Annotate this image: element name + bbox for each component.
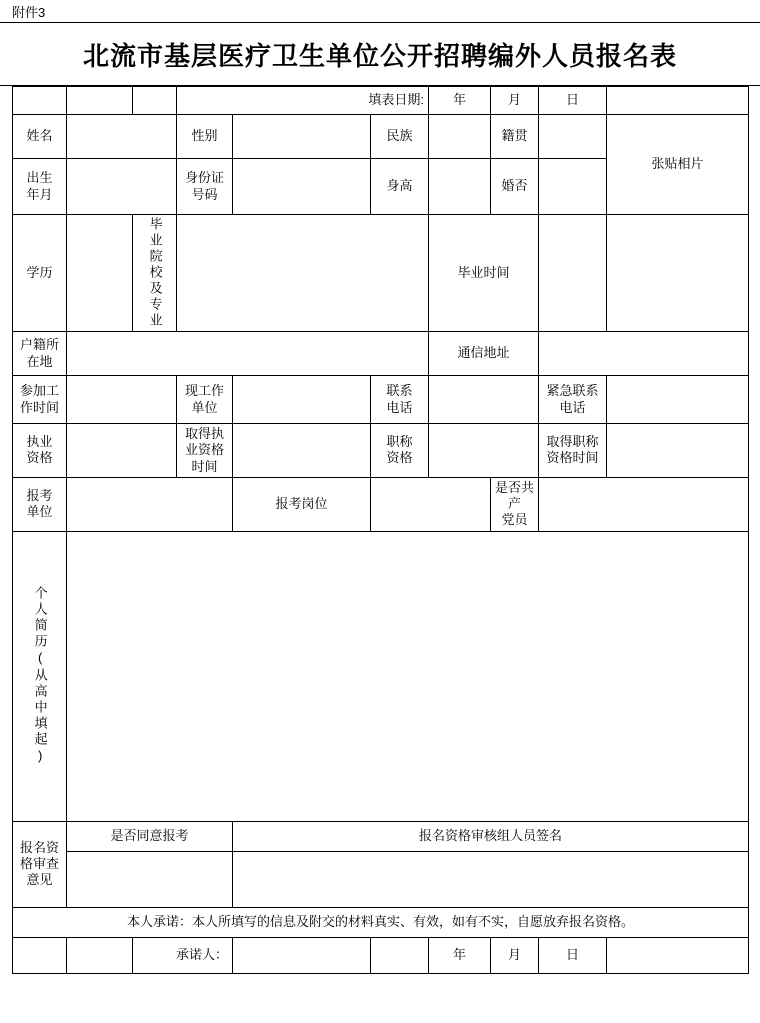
label-nation: 民族 [371, 115, 429, 159]
value-id-number[interactable] [233, 159, 371, 215]
attachment-label-row [0, 0, 760, 23]
table-row-resume [13, 531, 749, 821]
value-practice-qual-time[interactable] [233, 424, 371, 478]
table-row-apply [13, 477, 749, 531]
value-household[interactable] [67, 332, 429, 376]
label-apply-unit [13, 477, 67, 531]
attachment-label: 附件3 [12, 4, 46, 20]
label-resume [13, 531, 67, 821]
label-graduation-time: 毕业时间 [429, 215, 539, 332]
table-row-household [13, 332, 749, 376]
fill-date-cell-end [607, 87, 749, 115]
label-practice-qual [13, 424, 67, 478]
table-row-promise [13, 907, 749, 937]
label-practice-qual-line1: 执业 [26, 434, 53, 450]
promise-statement: 本人承诺：本人所填写的信息及附交的材料真实、有效，如有不实，自愿放弃报名资格。 [13, 907, 749, 937]
label-birth-date-line1: 出生 [26, 170, 53, 186]
table-row-qualification [13, 424, 749, 478]
label-school-major-text: 毕业院校及专业 [147, 217, 163, 329]
label-marital: 婚否 [491, 159, 539, 215]
fill-date-month: 月 [491, 87, 539, 115]
label-contact-phone-line2: 电话 [386, 399, 413, 415]
label-review-opinion-text: 报名资格审查意见 [19, 839, 59, 888]
label-work-start-line2: 作时间 [19, 399, 59, 415]
label-practice-qual-time [177, 424, 233, 478]
value-title-qual[interactable] [429, 424, 539, 478]
value-agree-apply[interactable] [67, 851, 233, 907]
fill-date-year: 年 [429, 87, 491, 115]
value-practice-qual[interactable] [67, 424, 177, 478]
label-name: 姓名 [13, 115, 67, 159]
value-education[interactable] [67, 215, 133, 332]
label-promiser: 承诺人： [133, 937, 233, 973]
value-gender[interactable] [233, 115, 371, 159]
title-band [0, 23, 760, 86]
label-reviewer-signature: 报名资格审核组人员签名 [233, 821, 749, 851]
promiser-cell-3 [371, 937, 429, 973]
value-height[interactable] [429, 159, 491, 215]
label-mail-address: 通信地址 [429, 332, 539, 376]
value-native-place[interactable] [539, 115, 607, 159]
label-height: 身高 [371, 159, 429, 215]
value-title-qual-time[interactable] [607, 424, 749, 478]
label-title-qual-time-line1: 取得职称 [546, 434, 599, 450]
label-apply-post: 报考岗位 [233, 477, 371, 531]
table-row-promiser [13, 937, 749, 973]
promiser-cell-1 [13, 937, 67, 973]
value-emergency-phone[interactable] [607, 376, 749, 424]
label-id-number-line2: 号码 [191, 186, 218, 202]
label-household-line2: 在地 [26, 353, 53, 369]
value-school-major[interactable] [177, 215, 429, 332]
value-resume[interactable] [67, 531, 749, 821]
fill-date-label: 填表日期: [177, 87, 429, 115]
value-nation[interactable] [429, 115, 491, 159]
value-current-employer[interactable] [233, 376, 371, 424]
value-reviewer-signature[interactable] [233, 851, 749, 907]
label-contact-phone-line1: 联系 [386, 383, 413, 399]
value-work-start[interactable] [67, 376, 177, 424]
value-promiser-signature[interactable] [233, 937, 371, 973]
value-marital[interactable] [539, 159, 607, 215]
label-work-start [13, 376, 67, 424]
table-row-review-values [13, 851, 749, 907]
label-title-qual [371, 424, 429, 478]
label-title-qual-line1: 职称 [386, 434, 413, 450]
promiser-cell-2 [67, 937, 133, 973]
label-title-qual-time [539, 424, 607, 478]
label-native-place: 籍贯 [491, 115, 539, 159]
label-current-employer-line2: 单位 [191, 399, 218, 415]
label-title-qual-line2: 资格 [386, 450, 413, 466]
label-apply-unit-line2: 单位 [26, 504, 53, 520]
label-party-member-line2: 党员 [501, 512, 528, 528]
registration-form-table [12, 86, 749, 974]
value-apply-unit[interactable] [67, 477, 233, 531]
label-education: 学历 [13, 215, 67, 332]
label-birth-date [13, 159, 67, 215]
value-name[interactable] [67, 115, 177, 159]
label-emergency-phone [539, 376, 607, 424]
label-current-employer [177, 376, 233, 424]
page-title: 北流市基层医疗卫生单位公开招聘编外人员报名表 [82, 41, 677, 71]
label-school-major [133, 215, 177, 332]
table-row-work [13, 376, 749, 424]
label-practice-qual-time-line2: 业资格 [184, 442, 224, 458]
label-title-qual-time-line2: 资格时间 [546, 450, 599, 466]
label-practice-qual-time-line1: 取得执 [184, 426, 224, 441]
label-current-employer-line1: 现工作 [184, 383, 224, 399]
fill-date-cell-3 [133, 87, 177, 115]
table-row-name [13, 115, 749, 159]
value-graduation-time[interactable] [539, 215, 607, 332]
label-practice-qual-line2: 资格 [26, 450, 53, 466]
label-birth-date-line2: 年月 [26, 186, 53, 202]
table-row-fill-date [13, 87, 749, 115]
fill-date-cell-2 [67, 87, 133, 115]
label-id-number [177, 159, 233, 215]
label-resume-text: 个人简历(从高中填起) [32, 586, 48, 766]
value-mail-address[interactable] [539, 332, 749, 376]
label-practice-qual-time-line3: 时间 [191, 458, 218, 474]
label-id-number-line1: 身份证 [184, 170, 224, 186]
label-emergency-phone-line1: 紧急联系 [546, 383, 599, 399]
value-apply-post[interactable] [371, 477, 491, 531]
table-row-review-header [13, 821, 749, 851]
promiser-year: 年 [429, 937, 491, 973]
fill-date-day: 日 [539, 87, 607, 115]
value-birth-date[interactable] [67, 159, 177, 215]
label-party-member-line1: 是否共产 [495, 479, 535, 511]
fill-date-cell-1 [13, 87, 67, 115]
label-gender: 性别 [177, 115, 233, 159]
label-party-member [491, 477, 539, 531]
promiser-month: 月 [491, 937, 539, 973]
promiser-cell-4 [607, 937, 749, 973]
value-contact-phone[interactable] [429, 376, 539, 424]
promiser-day: 日 [539, 937, 607, 973]
label-household [13, 332, 67, 376]
label-review-opinion [13, 821, 67, 907]
label-emergency-phone-line2: 电话 [559, 399, 586, 415]
label-apply-unit-line1: 报考 [26, 487, 53, 503]
education-spacer [607, 215, 749, 332]
label-household-line1: 户籍所 [19, 337, 59, 353]
label-work-start-line1: 参加工 [19, 383, 59, 399]
value-party-member[interactable] [539, 477, 749, 531]
photo-area: 张贴相片 [607, 115, 749, 215]
table-row-education [13, 215, 749, 332]
label-agree-apply: 是否同意报考 [67, 821, 233, 851]
label-contact-phone [371, 376, 429, 424]
